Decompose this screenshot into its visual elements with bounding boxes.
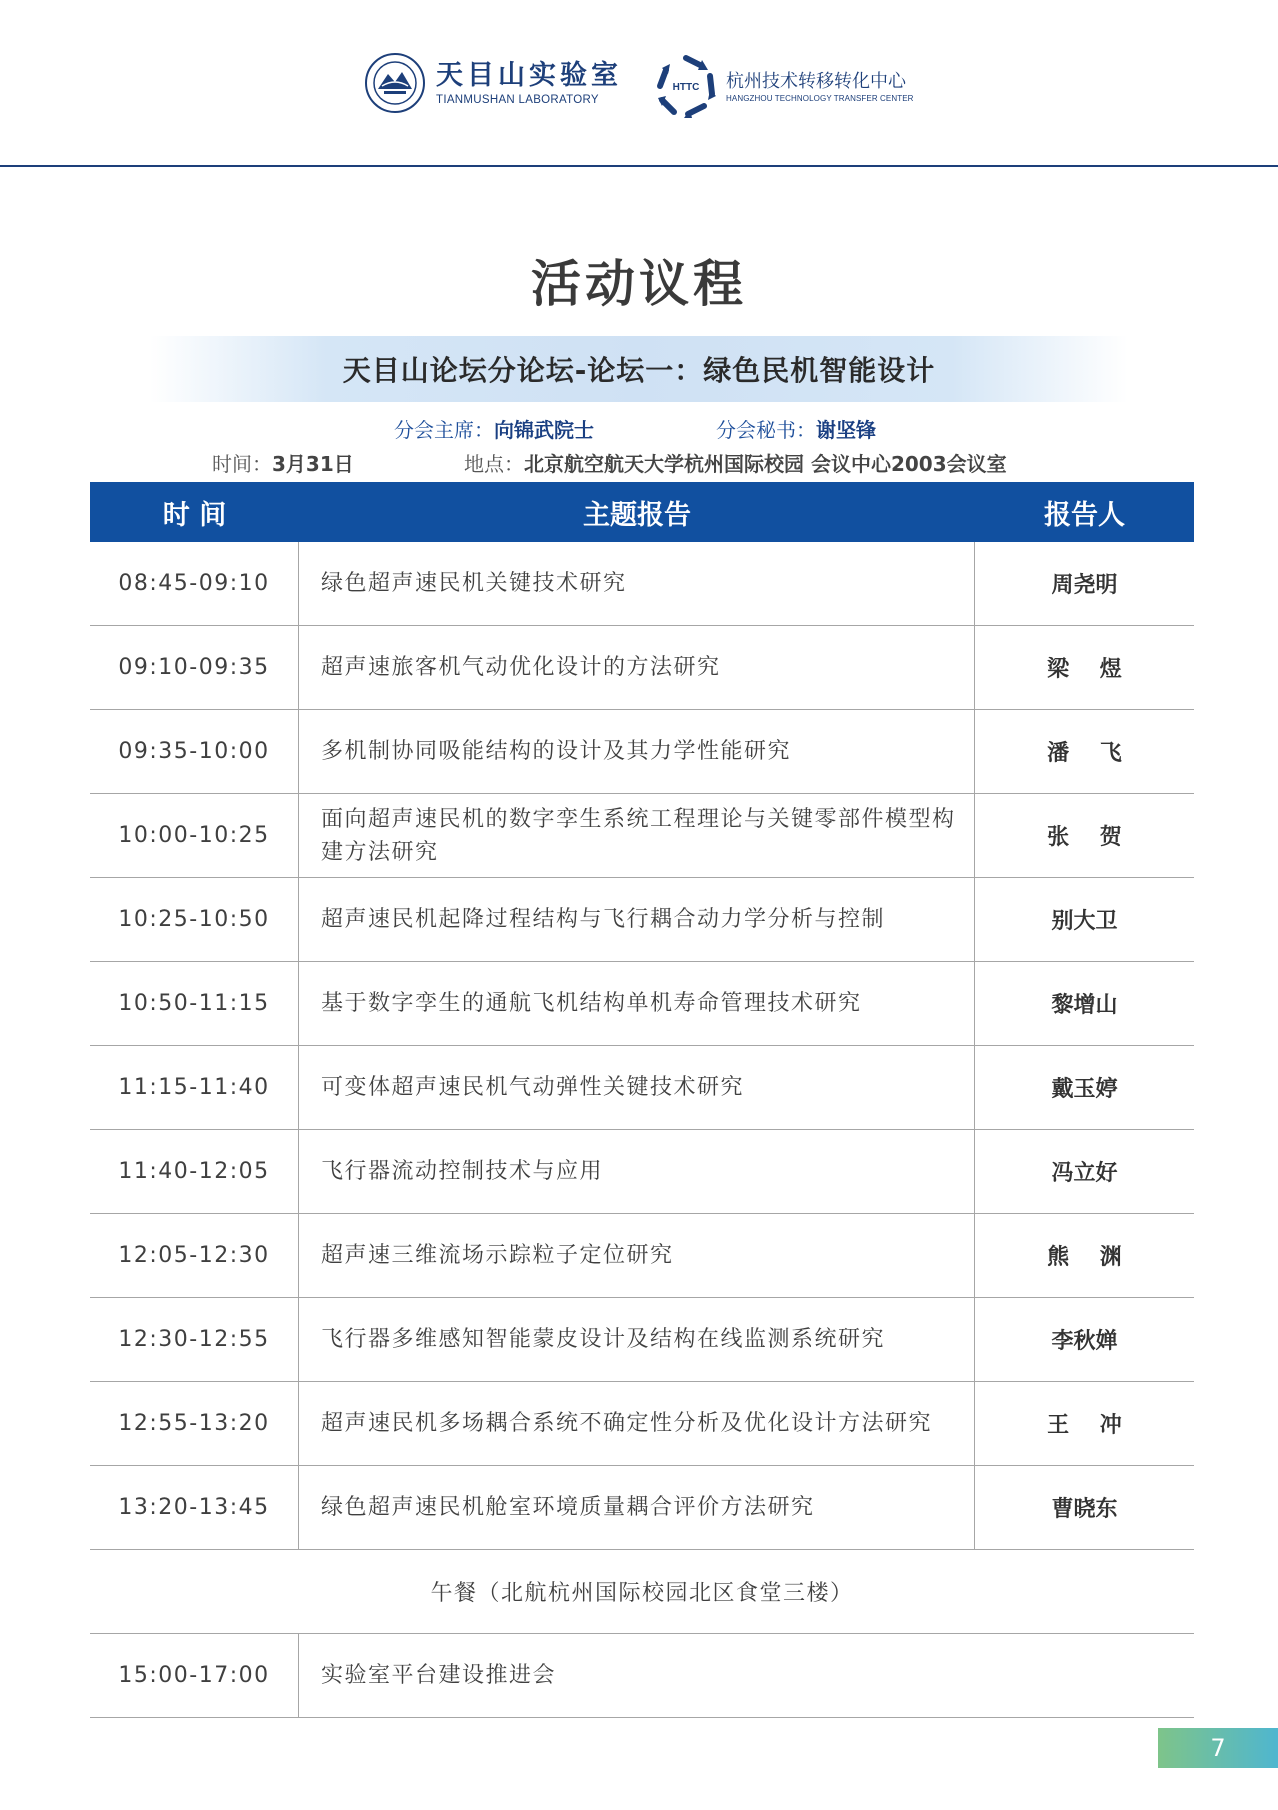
httc-abbr: HTTC xyxy=(672,82,700,93)
table-row xyxy=(90,794,1194,878)
tianmushan-logo xyxy=(364,52,622,114)
row-time: 12:55-13:20 xyxy=(90,1382,299,1465)
header-speaker: 报告人 xyxy=(1044,499,1125,531)
row-topic: 实验室平台建设推进会 xyxy=(321,1663,557,1688)
secretary-name: 谢坚锋 xyxy=(816,418,876,442)
row-topic: 面向超声速民机的数字孪生系统工程理论与关键零部件模型构建方法研究 xyxy=(299,794,975,877)
table-row xyxy=(90,626,1194,710)
row-topic: 超声速三维流场示踪粒子定位研究 xyxy=(299,1214,975,1297)
place-info xyxy=(464,448,1007,477)
lunch-row xyxy=(90,1550,1194,1634)
row-time: 09:35-10:00 xyxy=(90,710,299,793)
row-time: 08:45-09:10 xyxy=(90,542,299,625)
row-time: 12:05-12:30 xyxy=(90,1214,299,1297)
row-time: 10:50-11:15 xyxy=(90,962,299,1045)
row-time: 15:00-17:00 xyxy=(90,1634,299,1717)
table-row xyxy=(90,878,1194,962)
row-topic: 绿色超声速民机关键技术研究 xyxy=(299,542,975,625)
place-label: 地点： xyxy=(464,452,524,476)
row-topic: 飞行器流动控制技术与应用 xyxy=(299,1130,975,1213)
row-speaker: 潘 飞 xyxy=(1047,741,1122,766)
chair-label: 分会主席： xyxy=(394,418,494,442)
row-time: 09:10-09:35 xyxy=(90,626,299,709)
row-time: 11:15-11:40 xyxy=(90,1046,299,1129)
table-row xyxy=(90,962,1194,1046)
header-topic: 主题报告 xyxy=(583,499,691,531)
row-topic: 绿色超声速民机舱室环境质量耦合评价方法研究 xyxy=(299,1466,975,1549)
secretary-label: 分会秘书： xyxy=(716,418,816,442)
time-info xyxy=(212,448,354,477)
row-topic: 超声速民机多场耦合系统不确定性分析及优化设计方法研究 xyxy=(299,1382,975,1465)
httc-name-en: HANGZHOU TECHNOLOGY TRANSFER CENTER xyxy=(726,93,914,103)
row-speaker: 曹晓东 xyxy=(1051,1497,1118,1522)
row-speaker: 周尧明 xyxy=(1051,573,1118,598)
university-seal-icon xyxy=(364,52,426,114)
chair-name: 向锦武院士 xyxy=(494,418,594,442)
time-label: 时间： xyxy=(212,452,272,476)
table-header xyxy=(90,482,1194,542)
lab-name-cn: 天目山实验室 xyxy=(436,60,622,91)
header-divider xyxy=(0,165,1278,167)
table-row xyxy=(90,1298,1194,1382)
httc-emblem-icon xyxy=(652,52,720,120)
page-header xyxy=(0,0,1278,166)
row-speaker: 熊 渊 xyxy=(1047,1245,1122,1270)
lunch-text: 午餐（北航杭州国际校园北区食堂三楼） xyxy=(430,1581,854,1606)
row-topic: 飞行器多维感知智能蒙皮设计及结构在线监测系统研究 xyxy=(299,1298,975,1381)
table-row xyxy=(90,1382,1194,1466)
row-topic: 可变体超声速民机气动弹性关键技术研究 xyxy=(299,1046,975,1129)
table-row xyxy=(90,542,1194,626)
row-speaker: 黎增山 xyxy=(1051,993,1118,1018)
row-speaker: 冯立好 xyxy=(1051,1161,1118,1186)
table-row xyxy=(90,1634,1194,1718)
row-time: 10:25-10:50 xyxy=(90,878,299,961)
row-time: 10:00-10:25 xyxy=(90,794,299,877)
row-time: 13:20-13:45 xyxy=(90,1466,299,1549)
event-date: 3月31日 xyxy=(272,452,354,476)
table-row xyxy=(90,1130,1194,1214)
row-speaker: 王 冲 xyxy=(1047,1413,1122,1438)
secretary-info xyxy=(716,414,876,443)
page-title: 活动议程 xyxy=(531,255,747,313)
httc-logo xyxy=(652,52,914,120)
table-row xyxy=(90,1466,1194,1550)
row-topic: 多机制协同吸能结构的设计及其力学性能研究 xyxy=(299,710,975,793)
agenda-table xyxy=(90,482,1194,1718)
table-row xyxy=(90,710,1194,794)
row-speaker: 梁 煜 xyxy=(1047,657,1122,682)
row-topic: 基于数字孪生的通航飞机结构单机寿命管理技术研究 xyxy=(299,962,975,1045)
table-row xyxy=(90,1046,1194,1130)
header-time: 时 间 xyxy=(162,499,227,531)
httc-name-cn: 杭州技术转移转化中心 xyxy=(726,70,906,92)
row-topic: 超声速民机起降过程结构与飞行耦合动力学分析与控制 xyxy=(299,878,975,961)
row-topic: 超声速旅客机气动优化设计的方法研究 xyxy=(299,626,975,709)
row-speaker: 别大卫 xyxy=(1051,909,1118,934)
lab-name-en: TIANMUSHAN LABORATORY xyxy=(436,94,599,106)
forum-name: 天目山论坛分论坛-论坛一：绿色民机智能设计 xyxy=(342,354,936,387)
row-time: 12:30-12:55 xyxy=(90,1298,299,1381)
chair-info xyxy=(394,414,594,443)
page-number: 7 xyxy=(1158,1728,1278,1768)
row-speaker: 戴玉婷 xyxy=(1051,1077,1118,1102)
row-speaker: 李秋婵 xyxy=(1051,1329,1118,1354)
row-time: 11:40-12:05 xyxy=(90,1130,299,1213)
row-speaker: 张 贺 xyxy=(1047,825,1122,850)
forum-banner xyxy=(150,336,1128,402)
event-place: 北京航空航天大学杭州国际校园 会议中心2003会议室 xyxy=(524,452,1007,476)
table-row xyxy=(90,1214,1194,1298)
